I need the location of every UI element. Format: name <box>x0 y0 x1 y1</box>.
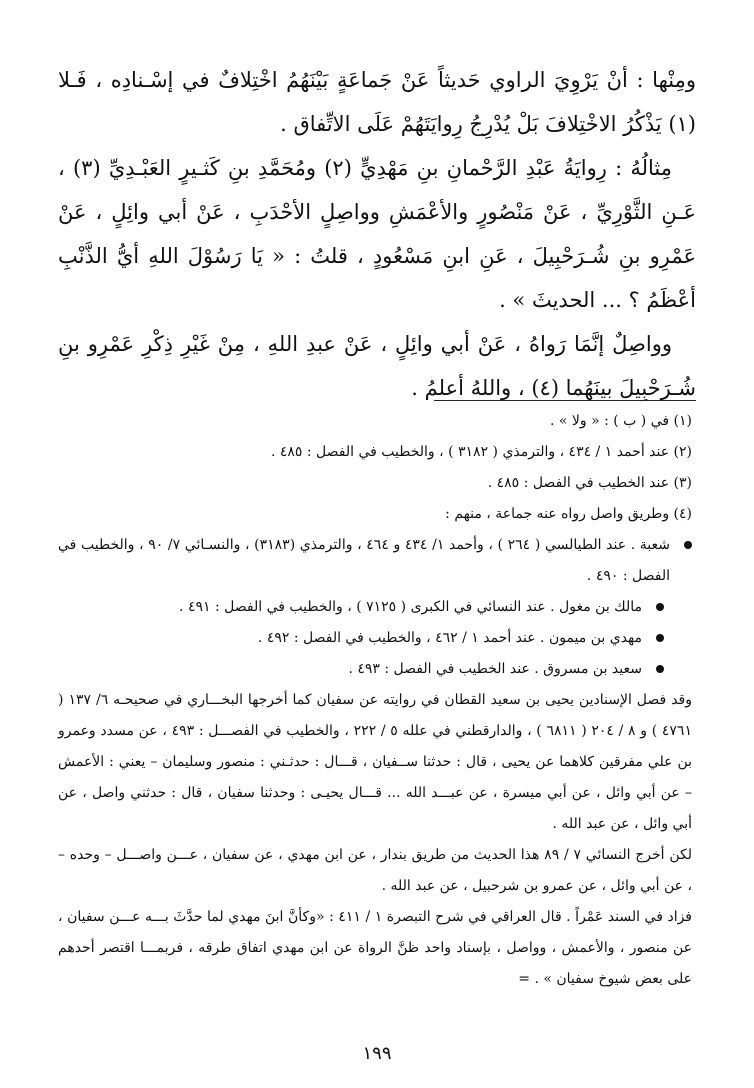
narrator-item: مالك بن مغول . عند النسائي في الكبرى ( ٧١٢٥ ) ، والخطيب في الفصل : ٤٩١ . <box>58 592 692 623</box>
footnote-1: (١) في ( ب ) : « ولا » . <box>549 413 692 429</box>
narrators-list <box>58 530 692 685</box>
narrator-item: شعبة . عند الطيالسي ( ٢٦٤ ) ، وأحمد ١/ ٤٣٤ و ٤٦٤ ، والترمذي (٣١٨٣) ، والنسـائي ٧/ ٩٠ ، والخطيب في الفصل : ٤٩٠ . <box>58 530 692 592</box>
footnote-note-1: وقد فصل الإسنادين يحيى بن سعيد القطان في روايته عن سفيان كما أخرجها البخـــاري في صحيحـه ٦/ ١٣٧ ( ٤٧٦١ ) و ٨ / ٢٠٤ ( ٦٨١١ ) ، والدارقطني في علله ٥ / ٢٢٢ ، والخطيب في الفصـــل : ٤٩٣ ، عن مسدد وعمرو بن علي مفرقين كلاهما عن يحيى ، قال : حدثنا ســفيان ، قـــال : حدثـني : منصور وسليمان – يعني : الأعمش – عن أبي وائل ، عن أبي ميسرة ، عن عبـــد الله ... قـــال يحيـى : وحدثنا سفيان ، قال : حدثني واصل ، عن أبي وائل ، عن عبد الله . <box>58 692 692 832</box>
page-number: ١٩٩ <box>362 1043 392 1064</box>
main-paragraph-2: مِثالُهُ : رِوايَةُ عَبْدِ الرَّحْمانِ بنِ مَهْدِيٍّ (٢) ومُحَمَّدِ بنِ كَثـيرٍ العَبْـدِيِّ (٣) ، عَـنِ الثَّوْرِيِّ ، عَنْ مَنْصُورٍ والأعْمَشِ وواصِلٍ الأحْدَبِ ، عَنْ أبي وائِلٍ ، عَنْ عَمْرِو بنِ شُـرَحْبِيلَ ، عَنِ ابنِ مَسْعُودٍ ، قلتُ : « يَا رَسُوْلَ اللهِ أيُّ الذَّنْبِ أعْظَمُ ؟ ... الحديثَ » . <box>58 156 696 312</box>
footnote-divider <box>434 400 696 401</box>
narrator-item: سعيد بن مسروق . عند الخطيب في الفصل : ٤٩٣ . <box>58 654 692 685</box>
footnotes <box>58 406 692 995</box>
footnote-note-3: فزاد في السند عَمْراً . قال العراقي في شرح التبصرة ١ / ٤١١ : «وكأنَّ ابنَ مهدي لما حدَّثَ بـــه عـــن سفيان ، عن منصور ، والأعمش ، وواصل ، بإسناد واحد ظنَّ الرواة عن ابن مهدي اتفاق طرقه ، فربمـــا اقتصر أحدهم على بعض شيوخ سفيان » . = <box>58 909 692 987</box>
footnote-3: (٣) عند الخطيب في الفصل : ٤٨٥ . <box>487 475 692 491</box>
footnote-2: (٢) عند أحمد ١ / ٤٣٤ ، والترمذي ( ٣١٨٢ ) ، والخطيب في الفصل : ٤٨٥ . <box>270 444 692 460</box>
narrator-item: مهدي بن ميمون . عند أحمد ١ / ٤٦٢ ، والخطيب في الفصل : ٤٩٢ . <box>58 623 692 654</box>
main-text <box>58 58 696 410</box>
footnote-4: (٤) وطريق واصل رواه عنه جماعة ، منهم : <box>445 506 692 522</box>
main-paragraph-3: وواصِلٌ إنَّمَا رَواهُ ، عَنْ أبي وائِلٍ ، عَنْ عبدِ اللهِ ، مِنْ غَيْرِ ذِكْرِ عَمْرِو بنِ شُـرَحْبِيلَ بينَهُما (٤) ، واللهُ أعلمُ . <box>58 332 696 400</box>
footnote-note-2: لكن أخرج النسائي ٧ / ٨٩ هذا الحديث من طريق بندار ، عن ابن مهدي ، عن سفيان ، عـــن واصـــل – وحده – ، عن أبي وائل ، عن عمرو بن شرحبيل ، عن عبد الله . <box>58 847 692 894</box>
main-paragraph-1: ومِنْها : أنْ يَرْوِيَ الراوي حَديثاً عَنْ جَماعَةٍ بَيْنَهُمُ اخْتِلافٌ في إسْـنادِه ، فَـلا (١) يَذْكُرُ الاخْتِلافَ بَلْ يُدْرِجُ رِوايَتَهُمْ عَلَى الاتِّفاق . <box>58 68 696 136</box>
